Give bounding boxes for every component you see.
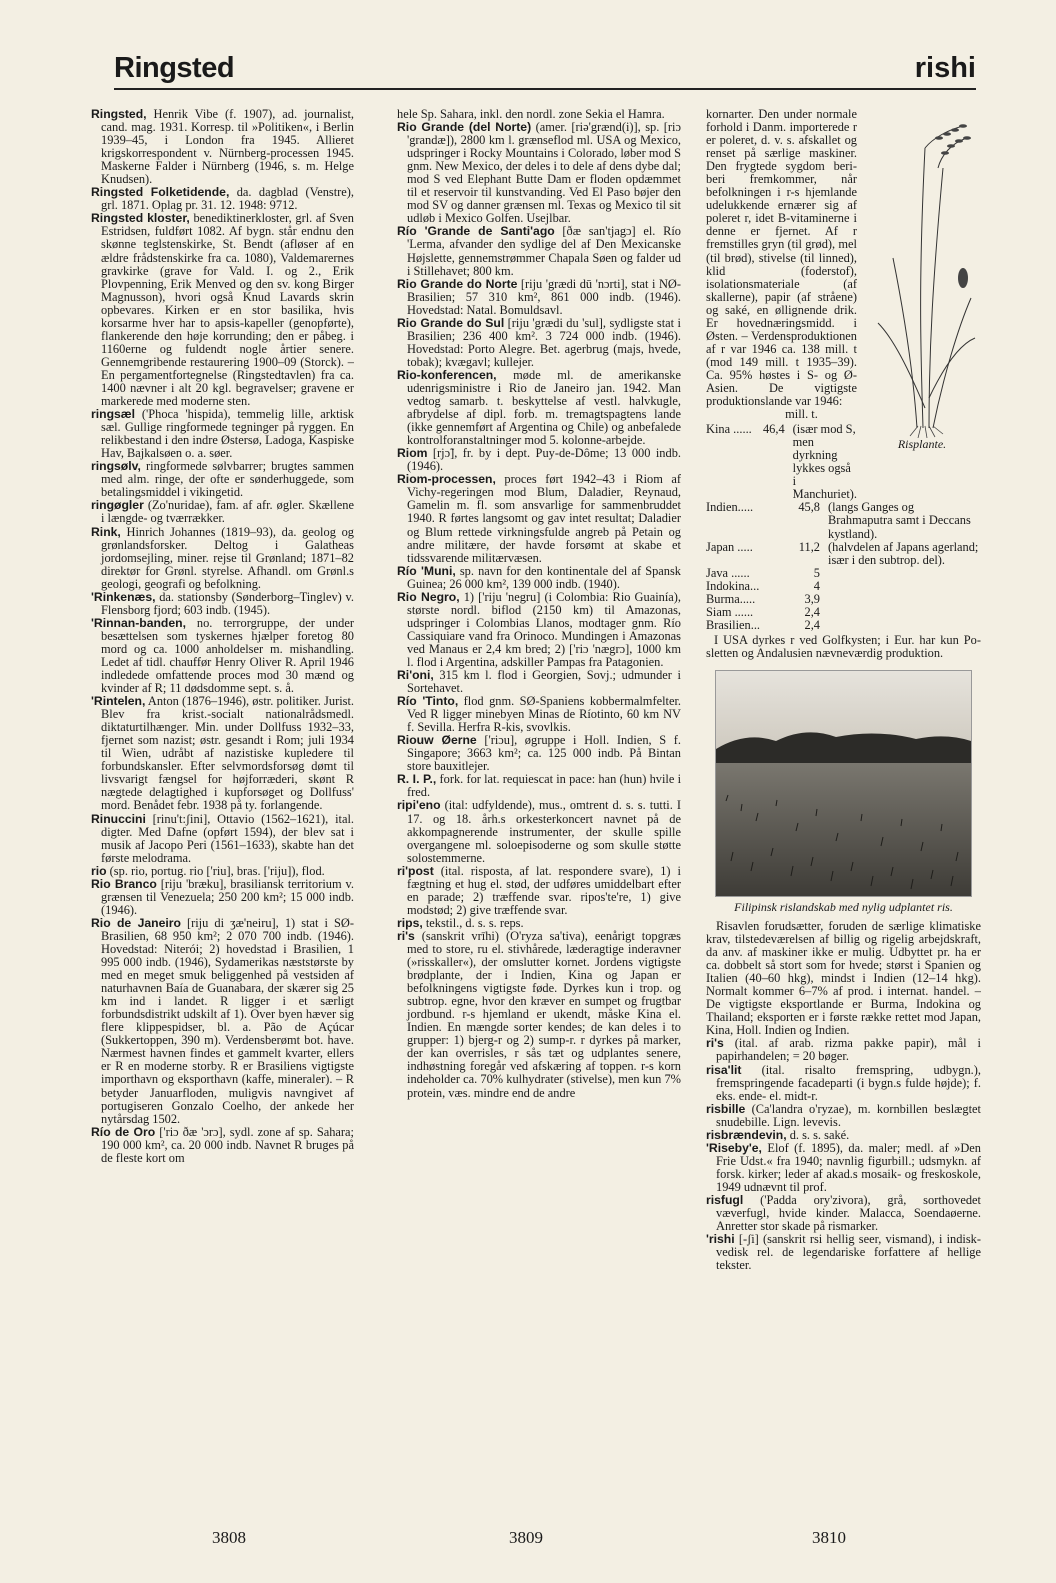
production-note [828,593,981,606]
entry-text: (Zo'nuridae), fam. af afr. øgler. Skællene i længde- og tværrækker. [101,498,354,526]
production-value: 4 [813,578,820,593]
table-row [706,541,981,567]
entry-headword: risfugl [706,1193,744,1207]
production-value: 2,4 [804,604,820,619]
country-name: Java ...... [706,565,750,580]
entry-text: (sp. rio, portug. rio ['riu], bras. ['riju]), flod. [106,863,325,878]
entry-headword: 'Rinnan-banden, [91,615,186,630]
entry-text: Anton (1876–1946), østr. politiker. Jurist. Blev fra krist.-socialt nationalrådsmedl. diktaturtilhænger. Min. under Dollfuss 1932–33, fjernet som nazist; østr. gesandt i Rom; juli 1934 til Wien, udråbt af nazistiske kupledere til forbundskansler. Efter selvmordsforsøg dømt til livsvarigt fængsel for højforræderi, skønt R nægtede delagtighed i kupforsøget og Dollfuss' mord. Benådet febr. 1938 på ty. forlangende. [101,694,354,813]
dictionary-entry [397,565,681,591]
entry-headword: risbille [706,1101,746,1116]
dictionary-entry [91,617,354,695]
dictionary-entry [91,460,354,499]
dictionary-entry [706,1142,981,1194]
entry-text: ('Phoca 'hispida), temmelig lille, arktisk sæl. Gullige ringformede tegninger på ryggen. En relikbestand i den indre Østersø, Ladoga, Kaspiske Hav, Bajkalsøen o. a. søer. [101,407,354,461]
production-table-unit: mill. t. [785,407,818,422]
column-1 [91,108,354,1488]
entry-text: sp. navn for den kontinentale del af Spansk Guinea; 26 000 km², 139 000 indb. (1940). [407,563,681,591]
col3-after-table: I USA dyrkes r ved Golfkysten; i Eur. har kun Po-sletten og Andalusien nævneværdig produktion. [706,632,981,660]
entry-headword: Riom [397,446,428,461]
entry-text: [riju 'grædi dū 'nɔrti], stat i NØ-Brasilien; 57 310 km², 861 000 indb. (1946). Hovedstad: Natal. Bomuldsavl. [407,276,681,317]
entry-headword: ri's [706,1036,724,1051]
dictionary-entry [397,473,681,564]
entry-headword: Río 'Muni, [397,563,456,578]
entry-headword: ringøgler [91,498,144,513]
dictionary-entry [706,1064,981,1103]
dictionary-entry [397,278,681,317]
entry-headword: ringsæl [91,407,136,422]
dictionary-entry [91,878,354,917]
dictionary-entry [397,591,681,669]
production-table [706,423,981,632]
entry-headword: Rio Grande do Sul [397,315,505,330]
entry-text: [riju di ʒæ'neiru], 1) stat i SØ-Brasilien, 68 950 km²; 2 070 700 indb. (1946). Hovedstad: Niterói; 2) hovedstad i Brasilien, 1 995 000 indb. (1946), Sydamerikas næststørste by med en meget smuk beliggenhed på vestsiden af naturhavnen Baía de Guanabara, der skærer sig 25 km ind i landet. R ligger i et særligt forbundsdistrikt udskilt af 1). Over byen hæver sig flere klippespidser, bl. a. Pão de Açúcar (Sukkertoppen, 390 m). Verdensberømt bot. have. Nærmest havnen findes et gammelt kvarter, ellers er R en moderne storby. R er Brasiliens vigtigste importhavn og eksporthavn (kaffe, mineraler). – R betyder Januarfloden, muligvis navngivet af portugiseren Gonzalo Coelho, der ankede her nytårsdag 1502. [101,915,354,1126]
col3-entries [706,1037,981,1272]
table-row [706,606,981,619]
page-header [0,0,1056,95]
entry-headword: Ringsted, [91,108,147,121]
country-name: Japan ..... [706,539,753,554]
dictionary-entry [706,1103,981,1129]
dictionary-entry [397,695,681,734]
entry-headword: Riouw Øerne [397,733,477,748]
dictionary-entry [397,447,681,473]
entry-text: (ital. risalto fremspring, udbygn.), fremspringende facadeparti (i bygn.s fulde højde); f. eks. ende- el. midt-r. [716,1062,981,1103]
entry-text: (amer. [riə'grænd(i)], sp. [riɔ 'grandæ]), 2800 km l. grænseflod ml. USA og Mexico, udspringer i Rocky Mountains i Colorado, løber mod S gnm. New Mexico, der deles i to dele af dens dybe dal; mod S ved Elephant Butte Dam er floden opdæmmet til et reservoir til kunstvanding. Ved El Paso bøjer den mod SV og danner grænsen ml. Texas og Mexico til sit udløb i Mexico Golfen. Usejlbar. [407,120,681,226]
entry-text: [riju 'bræku], brasiliansk territorium v. grænsen til Venezuela; 250 200 km²; 15 000 indb. (1946). [101,876,354,917]
entry-text: proces ført 1942–43 i Riom af Vichy-regeringen mod Blum, Daladier, Reynaud, Gamelin m. fl. som ansvarlige for sammenbruddet 1940. R førtes langsomt og gav intet resultat; Daladier og Blum rettede virkningsfulde angreb på Petain og andre militære, der havde forsømt at skabe et tidssvarende militærvæsen. [407,472,681,565]
entry-headword: Rio Grande (del Norte) [397,120,532,135]
entry-text: (ital. af arab. rizma pakke papir), mål i papirhandelen; = 20 bøger. [716,1036,981,1064]
entry-text: ('Padda ory'zivora), grå, sorthovedet væverfugl, hvide kinder. Malacca, Soendaøerne. Anretter stor skade på rismarker. [716,1193,981,1234]
country-name: Siam ...... [706,604,754,619]
dictionary-entry [706,1233,981,1272]
entry-text: no. terrorgruppe, der under besættelsen som tyskernes hjælper foretog 80 mord og ca. 1000 anholdelser m. mishandling. Ledet af tidl. chauffør Henry Oliver R. April 1946 indledede omfattende proces mod 30 mænd og kvinder af R; 11 dødsdomme sept. s. å. [101,615,354,696]
dictionary-entry [706,1194,981,1233]
dictionary-entry [397,317,681,369]
entry-headword: 'Rinkenæs, [91,589,156,604]
page-number-left: 3808 [212,1528,246,1547]
rice-plant-figure [863,108,981,453]
entry-text: benediktinerkloster, grl. af Sven Estridsen, fuldført 1082. Af bygn. står endnu den skønne teglstenskirke, St. Bendt (afløser af en ældre frådstenskirke fra ca. 1080), Valdemarernes gravkirke (grave for Vald. I. og 2., Erik Plovpenning, Erik Menved og den sv. kong Birger Magnusson), hvori også Knud Lavards skrin opbevares. Kirken er en stor basilika, hvis korsarme hver har to apsis-kapeller (genopførte), flankerende den høje korrunding; den er påbeg. i 1160erne og fuldendt nogle årtier senere. Gennemgribende restaurering 1900–09 (Storck). – En pergamentfortegnelse (Ringstedtavlen) fra ca. 1400 nævner i alt 20 kgl. begravelser; gravene er markerede med moderne sten. [101,211,354,409]
entry-headword: ringsølv, [91,459,141,474]
entry-headword: rio [91,863,107,878]
dictionary-entry [706,1037,981,1063]
plant-caption: Risplante. [897,437,947,451]
entry-headword: risa'lit [706,1062,742,1077]
entry-headword: rips, [397,915,423,930]
page-number-center: 3809 [509,1528,543,1547]
entry-headword: R. I. P., [397,772,437,787]
entry-text: (ital. risposta, af lat. respondere svare), 1) i fægtning et hug el. stød, der udføres umiddelbart efter en parade; 2) træffende svar. ripos'te're, 1) give modstød; 2) give træffende svar. [407,863,681,917]
column-3 [706,108,981,1503]
production-note [828,606,981,619]
dictionary-entry [91,1126,354,1165]
production-value: 11,2 [798,539,820,554]
table-row [706,593,981,606]
entry-text: Hinrich Johannes (1819–93), da. geolog og grønlandsforsker. Deltog i Galatheas jordomsejling, miner. rejse til Grønland; 1871–82 direktør for Grønl. styrelse. Afhandl. om Grønl.s geologi, geografi og befolkning. [101,524,354,591]
production-note: (især mod S, men dyrkning lykkes også i Manchuriet). [792,422,858,502]
table-row [706,619,981,632]
table-row [706,580,981,593]
entry-text: [-ʃi] (sanskrit rsi hellig seer, vismand), i indisk-vedisk rel. de legendariske forfattere af hellige tekster. [716,1232,981,1273]
entry-text: [riju 'grædi du 'sul], sydligste stat i Brasilien; 236 400 km². 3 724 000 indb. (1946). Hovedstad: Porto Alegre. Bet. agerbrug (majs, hvede, tobak); kvægavl; kullejer. [407,315,681,369]
country-name: Kina ...... [706,422,752,437]
production-note: (halvdelen af Japans agerland; især i den subtrop. del). [828,539,979,567]
entry-text: [ðæ san'tjagɔ] el. Río 'Lerma, afvander den sydlige del af Den Mexicanske Højslette, gennemstrømmer Chapala Søen og falder ud i Stillehavet; 800 km. [407,224,681,278]
production-value: 5 [813,565,820,580]
header-rule [114,88,976,90]
entry-headword: Ri'oni, [397,668,434,683]
page-number-right: 3810 [812,1528,846,1547]
entry-text: hele Sp. Sahara, inkl. den nordl. zone Sekia el Hamra. [397,108,665,121]
entry-text: flod gnm. SØ-Spaniens kobbermalmfelter. Ved R ligger minebyen Minas de Ríotinto, 60 km NV f. Sevilla. Herfra R-kis, svovlkis. [407,694,681,735]
country-name: Burma..... [706,591,756,606]
rice-landscape-photo [715,670,972,897]
production-note: (langs Ganges og Brahmaputra samt i Deccans kystland). [828,500,971,541]
entry-text: 1) ['riju 'negru] (i Colombia: Rio Guainía), største nordl. biflod (2150 km) til Amazonas, udspringer i Colombias Llanos, modtager gnm. Río Cassiquiare vand fra Orinoco. Mundingen i Amazonas ved Manaus er 2,4 km bred; 2) ['riɔ 'nægrɔ], 1000 km l. flod i Argentina, adskiller Pampas fra Patagonien. [407,589,681,669]
table-row [706,423,857,501]
entry-text: 315 km l. flod i Georgien, Sovj.; udmunder i Sortehavet. [407,668,681,696]
entry-text: tekstil., d. s. s. reps. [422,915,524,930]
dictionary-entry [91,408,354,460]
dictionary-entry [397,121,681,225]
entry-headword: Riom-processen, [397,472,496,487]
country-name: Brasilien... [706,617,761,632]
dictionary-entry [91,591,354,617]
dictionary-entry [91,186,354,212]
entry-text: ringformede sølvbarrer; brugtes sammen med alm. ringe, der ofte er sønderhuggede, som betalingsmiddel i vikingetid. [101,459,354,500]
entry-headword: Rio Grande do Norte [397,276,518,291]
entry-headword: Río de Oro [91,1124,156,1139]
entry-headword: 'Riseby'e, [706,1140,762,1155]
dictionary-entry [91,813,354,865]
header-left-guideword: Ringsted [114,52,235,84]
col3-after-photo: Risavlen forudsætter, foruden de særlige klimatiske krav, tilstedeværelsen af billig og rigelig arbejdskraft, da anv. af maskiner ikke er mulig. Udbyttet pr. ha er ca. dobbelt så stort som for hvede; størst i Spanien og Italien (40–60 hkg), mindst i Indien (12–14 hkg). Normalt kommer 6–7% af prod. i internat. handel. – De vigtigste eksportlande er Burma, Indokina og Thailand; eksporten er i første række rettet mod Japan, Kina, Holl. Indien og Indien. [706,919,981,1038]
dictionary-entry [397,799,681,864]
dictionary-entry [397,225,681,277]
table-row [706,501,981,540]
entry-text: da. dagblad (Venstre), grl. 1871. Oplag pr. 31. 12. 1948: 9712. [101,185,354,213]
entry-text: møde ml. de amerikanske udenrigsministre i Rio de Janeiro jan. 1942. Man vedtog samarb. t. beskyttelse af vestl. halvkugle, afbrydelse af dipl. forb. m. tremagtspagtens lande (ikke gennemført af Argentina og Chile) og anbefalede kontrolforanstaltninger mod 5. kolonne-arbejde. [407,367,681,448]
entry-headword: ri'post [397,863,434,878]
entry-headword: Rio Negro, [397,589,460,604]
entry-headword: ripi'eno [397,798,441,813]
entry-text: d. s. s. saké. [786,1127,850,1142]
entry-headword: Rink, [91,524,121,539]
dictionary-entry [91,526,354,591]
production-note [828,567,981,580]
header-right-guideword: rishi [914,52,976,84]
dictionary-entry [397,669,681,695]
dictionary-entry [91,499,354,525]
production-value: 45,8 [798,500,820,515]
entry-headword: Ringsted Folketidende, [91,185,230,200]
entry-headword: Río 'Grande de Santi'ago [397,224,555,239]
entry-text: Henrik Vibe (f. 1907), ad. journalist, cand. mag. 1931. Korresp. til »Politiken«, i Berlin 1939–45, i London fra 1945. Allieret krigskorrespondent v. Nürnberg-processen 1945. Maskerne Falder i Nürnberg (1946, s. m. Helge Knudsen). [101,108,354,187]
dictionary-entry [397,773,681,799]
entry-headword: ri's [397,928,415,943]
country-name: Indien..... [706,500,754,515]
production-note [828,580,981,593]
entry-text: Elof (f. 1895), da. maler; medl. af »Den Frie Udst.« fra 1940; navnlig figurbill.; udsmykn. af forsk. kirker; leder af akad.s mosaik- og freskoskole, 1949 udnævnt til prof. [716,1140,981,1194]
dictionary-entry [397,369,681,447]
dictionary-entry [91,695,354,812]
dictionary-entry [91,917,354,1126]
entry-headword: Rio Branco [91,876,157,891]
production-note [828,619,981,632]
dictionary-entry [91,212,354,408]
entry-text: (sanskrit vrīhi) (O'ryza sa'tiva), eenårigt topgræs med to store, ru el. stivhårede, læderagtige inderavner (»risskaller«), der omslutter kornet. Jordens vigtigste brødplante, der i Indien, Kina og Japan er befolkningens vigtigste føde. Dyrkes kun i trop. og subtrop. egne, hvor den kræver en sumpet og frugtbar jordbund. r-s hjemland er ukendt, måske Kina el. Indien. En mængde sorter kendes; de kan deles i to grupper: 1) bjerg-r og 2) sump-r. r dyrkes på marker, der kan overrisles, r sås tæt og udplantes senere, indhøstning foregår ved afskæring af toppen. r-s korn indeholder ca. 70% kulhydrater (stivelse), men kun 7% protein, væs. mindre end de andre [407,928,681,1100]
entry-text: [rjɔ̃], fr. by i dept. Puy-de-Dôme; 13 000 indb. (1946). [407,446,681,474]
dictionary-entry [397,734,681,773]
entry-headword: Rio de Janeiro [91,915,181,930]
entry-headword: Rio-konferencen, [397,367,497,382]
production-value: 3,9 [804,591,820,606]
entry-headword: Ringsted kloster, [91,211,190,226]
entry-text: (ital: udfyldende), mus., omtrent d. s. s. tutti. I 17. og 18. årh.s orkesterkoncert navnet på de akkompagnerende instrumenter, der skulle spille overgangene ml. soloepisoderne og som skulle støtte solostemmerne. [407,798,681,865]
column-2 [397,108,681,1503]
entry-text: da. stationsby (Sønderborg–Tinglev) v. Flensborg fjord; 603 indb. (1945). [101,589,354,617]
entry-headword: Río 'Tinto, [397,694,459,709]
rice-plant-illustration [863,108,981,438]
entry-text: ['riɔ ðæ 'ɔrɔ], sydl. zone af sp. Sahara; 190 000 km², ca. 20 000 indb. Navnet R bruges på de fleste kort om [101,1124,354,1165]
entry-text: (Ca'landra o'ryzae), m. kornbillen beslægtet snudebille. Lign. levevis. [716,1101,981,1129]
entry-headword: Rinuccini [91,811,146,826]
entry-text: [rinu't:ʃini], Ottavio (1562–1621), ital. digter. Med Dafne (opført 1594), der blev sat i musik af Jacopo Peri (1561–1633), skabte han det første melodrama. [101,811,354,865]
entry-headword: 'Rintelen, [91,694,146,709]
entry-headword: 'rishi [706,1232,735,1247]
entry-text: ['riɔu], øgruppe i Holl. Indien, S f. Singapore; 3663 km²; ca. 125 000 indb. På Bintan store bauxitlejer. [407,733,681,774]
production-value: 2,4 [804,617,820,632]
dictionary-entry [91,108,354,186]
entry-headword: risbrændevin, [706,1127,787,1142]
entry-text: fork. for lat. requiescat in pace: han (hun) hvile i fred. [407,772,681,800]
photo-caption: Filipinsk rislandskab med nylig udplantet ris. [734,899,953,914]
dictionary-entry [397,930,681,1100]
country-name: Indokina... [706,578,760,593]
table-row [706,567,981,580]
dictionary-entry [397,865,681,917]
production-value: 46,4 [762,422,785,437]
col3-top-text: kornarter. Den under normale forhold i Danm. importerede r er poleret, d. v. s. afskallet og renset på særlige maskiner. Den frygtede sygdom beri-beri fremkommer, når befolkningen i r-s hjemlande udelukkende ernærer sig af poleret r, idet B-vitaminerne i denne er fjernet. Af r fremstilles gryn (til grød), mel (til brød), stivelse (til linned), klid (foderstof), isolationsmateriale (af skallerne), papir (af stråene) og saké, en øllignende drik. Er hovednæringsmidd. i Østen. – Verdensproduktionen af r var 1946 ca. 138 mill. t (mod 149 mill. t 1935–39). Ca. 95% høstes i S- og Ø-Asien. De vigtigste produktionslande var 1946: [706,108,857,409]
